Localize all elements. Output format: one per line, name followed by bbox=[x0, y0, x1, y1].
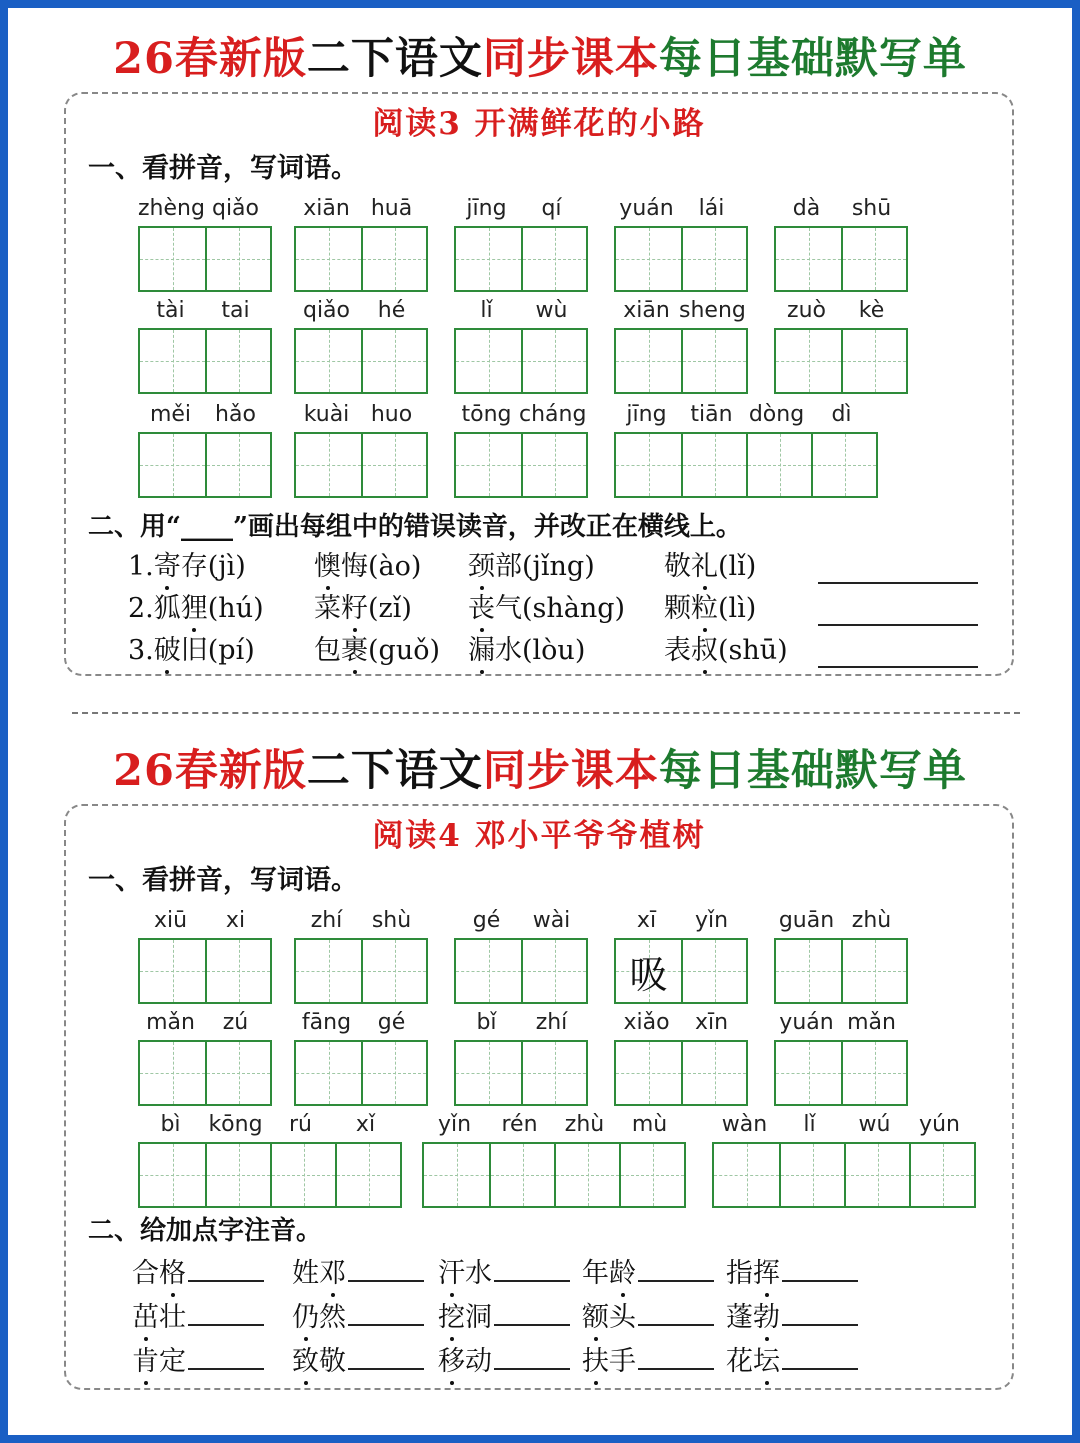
annotate-word bbox=[726, 1344, 858, 1379]
pinyin-label: huā bbox=[370, 196, 413, 221]
pinyin-label: yǐn bbox=[437, 1112, 472, 1137]
tianzige-cell[interactable] bbox=[681, 330, 746, 392]
pinyin-label: tài bbox=[156, 298, 185, 323]
answer-blank[interactable] bbox=[638, 1256, 714, 1282]
title-part-subject: 二下语文 bbox=[306, 746, 483, 796]
tianzige-cell[interactable] bbox=[521, 330, 586, 392]
pinyin-label: mù bbox=[631, 1112, 668, 1137]
pinyin-label: qiǎo bbox=[211, 196, 260, 221]
tianzige-box-group bbox=[454, 328, 588, 394]
annotate-word bbox=[132, 1300, 264, 1335]
answer-blank[interactable] bbox=[782, 1344, 858, 1370]
section-heading-pronunciation: 二、用“____”画出每组中的错误读音，并改正在横线上。 bbox=[88, 512, 742, 542]
tianzige-cell[interactable] bbox=[140, 228, 205, 290]
tianzige-box-group bbox=[774, 226, 908, 292]
pinyin-label: wàn bbox=[721, 1112, 768, 1137]
tianzige-cell[interactable] bbox=[554, 1144, 619, 1206]
tianzige-cell[interactable] bbox=[456, 1042, 521, 1104]
tianzige-box-group bbox=[614, 1040, 748, 1106]
tianzige-cell[interactable] bbox=[205, 1042, 270, 1104]
word-reading: (lì) bbox=[718, 593, 757, 624]
answer-blank[interactable] bbox=[494, 1344, 570, 1370]
tianzige-cell[interactable] bbox=[681, 228, 746, 290]
pinyin-label: yuán bbox=[619, 196, 674, 221]
pinyin-label: wù bbox=[535, 298, 568, 323]
annotate-word bbox=[292, 1256, 424, 1291]
tianzige-box-group bbox=[138, 226, 272, 292]
tianzige-cell[interactable] bbox=[296, 228, 361, 290]
tianzige-box-group bbox=[138, 1142, 402, 1208]
pinyin-label: guān bbox=[778, 908, 835, 933]
pinyin-label: qiǎo bbox=[302, 298, 351, 323]
pinyin-label: bǐ bbox=[476, 1010, 497, 1035]
word-char: 花 bbox=[726, 1346, 753, 1377]
tianzige-cell[interactable] bbox=[296, 330, 361, 392]
dotted-character: 狸 bbox=[180, 593, 208, 624]
title-part-textbook: 同步课本 bbox=[482, 746, 659, 796]
dotted-character: 仍 bbox=[292, 1302, 319, 1333]
pinyin-label: shū bbox=[851, 196, 892, 221]
pinyin-label: zhù bbox=[851, 908, 892, 933]
word-char: 头 bbox=[609, 1302, 636, 1333]
pinyin-label: mǎn bbox=[847, 1010, 896, 1035]
tianzige-cell[interactable] bbox=[616, 1042, 681, 1104]
dotted-character: 寄 bbox=[153, 551, 181, 582]
pinyin-label: dòng bbox=[748, 402, 805, 427]
dotted-character: 汗 bbox=[438, 1258, 465, 1289]
pronunciation-item bbox=[314, 550, 421, 584]
word-char: 壮 bbox=[159, 1302, 186, 1333]
word-reading: (lǐ) bbox=[718, 551, 757, 582]
word-char: 姓 bbox=[292, 1258, 319, 1289]
title-part-dictation: 每日基础默写单 bbox=[658, 746, 967, 796]
tianzige-cell[interactable] bbox=[681, 1042, 746, 1104]
word-char: 洞 bbox=[465, 1302, 492, 1333]
answer-blank[interactable] bbox=[638, 1300, 714, 1326]
tianzige-box-group bbox=[614, 328, 748, 394]
tianzige-cell[interactable] bbox=[521, 1042, 586, 1104]
word-reading: (zǐ) bbox=[368, 593, 412, 624]
tianzige-cell[interactable] bbox=[616, 940, 681, 1002]
dotted-character: 额 bbox=[582, 1302, 609, 1333]
tianzige-cell[interactable] bbox=[844, 1144, 909, 1206]
tianzige-cell[interactable] bbox=[909, 1144, 974, 1206]
dotted-character: 粒 bbox=[691, 593, 718, 624]
answer-blank[interactable] bbox=[188, 1300, 264, 1326]
tianzige-cell[interactable] bbox=[140, 330, 205, 392]
pinyin-label: tōng bbox=[461, 402, 512, 427]
word-reading: (guǒ) bbox=[368, 635, 440, 666]
dotted-character: 裹 bbox=[341, 635, 368, 666]
pinyin-label: xiǎo bbox=[623, 1010, 670, 1035]
dotted-character: 肯 bbox=[132, 1346, 159, 1377]
pinyin-label: xī bbox=[636, 908, 657, 933]
word-char: 年 bbox=[582, 1258, 609, 1289]
tianzige-cell[interactable] bbox=[361, 434, 426, 496]
title-part-textbook: 同步课本 bbox=[482, 34, 659, 84]
tianzige-cell[interactable] bbox=[521, 940, 586, 1002]
pinyin-label: hé bbox=[377, 298, 406, 323]
word-char: 表 bbox=[664, 635, 691, 666]
annotate-word bbox=[438, 1344, 570, 1379]
pinyin-label: rú bbox=[289, 1112, 312, 1137]
answer-blank[interactable] bbox=[494, 1300, 570, 1326]
question-number: 3. bbox=[128, 635, 154, 666]
pinyin-label: wú bbox=[858, 1112, 891, 1137]
answer-blank[interactable] bbox=[188, 1256, 264, 1282]
title-part-edition: 26春新版 bbox=[113, 746, 307, 796]
word-reading: (shū) bbox=[718, 635, 788, 666]
pronunciation-item bbox=[664, 634, 788, 668]
pinyin-label: bì bbox=[160, 1112, 181, 1137]
tianzige-cell[interactable] bbox=[616, 434, 681, 496]
annotate-word bbox=[582, 1256, 714, 1291]
tianzige-cell[interactable] bbox=[296, 434, 361, 496]
tianzige-box-group bbox=[774, 938, 908, 1004]
dotted-character: 龄 bbox=[609, 1258, 636, 1289]
tianzige-box-group bbox=[294, 938, 428, 1004]
pinyin-label: xi bbox=[225, 908, 246, 933]
pinyin-label: kè bbox=[858, 298, 885, 323]
pronunciation-item bbox=[128, 592, 264, 626]
sheet-card-1 bbox=[64, 92, 1014, 676]
answer-line[interactable] bbox=[818, 666, 978, 668]
title-part-subject: 二下语文 bbox=[306, 34, 483, 84]
tianzige-cell[interactable] bbox=[270, 1144, 335, 1206]
tianzige-cell[interactable] bbox=[489, 1144, 554, 1206]
dotted-character: 颈 bbox=[468, 551, 495, 582]
dotted-character: 邓 bbox=[319, 1258, 346, 1289]
word-char: 然 bbox=[319, 1302, 346, 1333]
lesson-subtitle: 阅读3 开满鲜花的小路 bbox=[372, 106, 706, 142]
tianzige-box-group bbox=[294, 432, 428, 498]
tianzige-box-group bbox=[138, 1040, 272, 1106]
pinyin-label: dà bbox=[792, 196, 821, 221]
answer-blank[interactable] bbox=[494, 1256, 570, 1282]
pronunciation-item bbox=[314, 634, 440, 668]
tianzige-cell[interactable] bbox=[776, 940, 841, 1002]
pinyin-label: lái bbox=[698, 196, 725, 221]
dotted-character: 勃 bbox=[753, 1302, 780, 1333]
word-char: 定 bbox=[159, 1346, 186, 1377]
annotate-word bbox=[438, 1256, 570, 1291]
pinyin-label: mǎn bbox=[146, 1010, 195, 1035]
dotted-character: 挥 bbox=[753, 1258, 780, 1289]
tianzige-cell[interactable] bbox=[205, 434, 270, 496]
annotate-word bbox=[292, 1300, 424, 1335]
pinyin-label: měi bbox=[149, 402, 192, 427]
pinyin-label: zhù bbox=[564, 1112, 605, 1137]
tianzige-box-group bbox=[294, 1040, 428, 1106]
pinyin-label: tiān bbox=[690, 402, 733, 427]
lesson-subtitle: 阅读4 邓小平爷爷植树 bbox=[372, 818, 706, 854]
pinyin-label: hǎo bbox=[215, 402, 256, 427]
word-reading: (hú) bbox=[207, 593, 264, 624]
tianzige-box-group bbox=[712, 1142, 976, 1208]
pinyin-label: wài bbox=[532, 908, 571, 933]
answer-blank[interactable] bbox=[188, 1344, 264, 1370]
tianzige-cell[interactable] bbox=[456, 940, 521, 1002]
dotted-character: 茁 bbox=[132, 1302, 159, 1333]
pinyin-label: gé bbox=[472, 908, 501, 933]
pinyin-label: fāng bbox=[301, 1010, 352, 1035]
pinyin-label: jīng bbox=[626, 402, 667, 427]
pinyin-label: rén bbox=[501, 1112, 538, 1137]
dotted-character: 懊 bbox=[314, 551, 341, 582]
pinyin-label: lǐ bbox=[803, 1112, 816, 1137]
tianzige-cell[interactable] bbox=[361, 1042, 426, 1104]
worksheet-title bbox=[8, 32, 1072, 86]
annotate-word bbox=[726, 1300, 858, 1335]
pronunciation-item bbox=[314, 592, 412, 626]
dotted-character: 移 bbox=[438, 1346, 465, 1377]
sheet-card-2 bbox=[64, 804, 1014, 1390]
answer-blank[interactable] bbox=[348, 1256, 424, 1282]
answer-blank[interactable] bbox=[782, 1300, 858, 1326]
pinyin-label: xīn bbox=[694, 1010, 729, 1035]
pinyin-label: tai bbox=[221, 298, 250, 323]
dotted-character: 破 bbox=[153, 635, 181, 666]
tianzige-cell[interactable] bbox=[681, 940, 746, 1002]
tianzige-cell[interactable] bbox=[746, 434, 811, 496]
annotate-word bbox=[726, 1256, 858, 1291]
tianzige-box-group bbox=[294, 328, 428, 394]
pinyin-label: shù bbox=[371, 908, 412, 933]
pronunciation-item bbox=[664, 592, 756, 626]
pinyin-label: zuò bbox=[787, 298, 826, 323]
tianzige-cell[interactable] bbox=[714, 1144, 779, 1206]
word-char: 手 bbox=[609, 1346, 636, 1377]
tianzige-box-group bbox=[454, 432, 588, 498]
tianzige-cell[interactable] bbox=[424, 1144, 489, 1206]
pinyin-label: qí bbox=[541, 196, 562, 221]
word-char: 颗 bbox=[664, 593, 691, 624]
tianzige-cell[interactable] bbox=[140, 1042, 205, 1104]
word-char: 合 bbox=[132, 1258, 159, 1289]
dotted-character: 致 bbox=[292, 1346, 319, 1377]
answer-blank[interactable] bbox=[782, 1256, 858, 1282]
dotted-character: 籽 bbox=[341, 593, 368, 624]
title-part-edition: 26春新版 bbox=[113, 34, 307, 84]
pinyin-label: dì bbox=[831, 402, 852, 427]
word-reading: 气(shàng) bbox=[495, 593, 626, 624]
annotate-word bbox=[438, 1300, 570, 1335]
dotted-character: 格 bbox=[159, 1258, 186, 1289]
word-char: 菜 bbox=[314, 593, 341, 624]
title-part-dictation: 每日基础默写单 bbox=[658, 34, 967, 84]
pinyin-label: lǐ bbox=[480, 298, 493, 323]
word-char: 敬 bbox=[664, 551, 691, 582]
word-char: 动 bbox=[465, 1346, 492, 1377]
pinyin-label: gé bbox=[377, 1010, 406, 1035]
tianzige-box-group bbox=[454, 938, 588, 1004]
answer-line[interactable] bbox=[818, 582, 978, 584]
word-char: 指 bbox=[726, 1258, 753, 1289]
dotted-character: 礼 bbox=[691, 551, 718, 582]
tianzige-cell[interactable] bbox=[841, 330, 906, 392]
tianzige-cell[interactable] bbox=[205, 228, 270, 290]
pronunciation-item bbox=[468, 592, 625, 626]
tianzige-cell[interactable] bbox=[361, 228, 426, 290]
tianzige-cell[interactable] bbox=[205, 940, 270, 1002]
tianzige-cell[interactable] bbox=[811, 434, 876, 496]
annotate-word bbox=[132, 1256, 264, 1291]
word-char: 包 bbox=[314, 635, 341, 666]
tianzige-cell[interactable] bbox=[841, 940, 906, 1002]
dotted-character: 坛 bbox=[753, 1346, 780, 1377]
annotate-word bbox=[582, 1300, 714, 1335]
dotted-character: 扶 bbox=[582, 1346, 609, 1377]
tianzige-box-group bbox=[614, 938, 748, 1004]
tianzige-cell[interactable] bbox=[456, 330, 521, 392]
tianzige-box-group bbox=[774, 328, 908, 394]
tianzige-cell[interactable] bbox=[456, 434, 521, 496]
pronunciation-item bbox=[468, 550, 595, 584]
worksheet-title bbox=[8, 744, 1072, 798]
annotate-word bbox=[582, 1344, 714, 1379]
tianzige-box-group bbox=[138, 328, 272, 394]
tianzige-box-group bbox=[454, 1040, 588, 1106]
tianzige-box-group bbox=[422, 1142, 686, 1208]
tianzige-cell[interactable] bbox=[361, 940, 426, 1002]
tianzige-cell[interactable] bbox=[361, 330, 426, 392]
tianzige-cell[interactable] bbox=[776, 1042, 841, 1104]
tianzige-cell[interactable] bbox=[841, 228, 906, 290]
tianzige-cell[interactable] bbox=[616, 228, 681, 290]
pinyin-label: xǐ bbox=[355, 1112, 376, 1137]
question-number: 1. bbox=[128, 551, 154, 582]
pinyin-label: xiān bbox=[623, 298, 670, 323]
tianzige-cell[interactable] bbox=[619, 1144, 684, 1206]
annotate-word bbox=[132, 1344, 264, 1379]
tianzige-cell[interactable] bbox=[335, 1144, 400, 1206]
annotate-word bbox=[292, 1344, 424, 1379]
word-char: 敬 bbox=[319, 1346, 346, 1377]
pinyin-label: xiū bbox=[153, 908, 188, 933]
tianzige-cell[interactable] bbox=[521, 434, 586, 496]
answer-blank[interactable] bbox=[348, 1300, 424, 1326]
pinyin-label: kuài bbox=[303, 402, 350, 427]
tianzige-cell[interactable] bbox=[205, 330, 270, 392]
pinyin-label: zhí bbox=[535, 1010, 568, 1035]
tianzige-box-group bbox=[614, 226, 748, 292]
pinyin-label: yuán bbox=[779, 1010, 834, 1035]
pinyin-label: huo bbox=[370, 402, 413, 427]
tianzige-box-group bbox=[774, 1040, 908, 1106]
dotted-character: 挖 bbox=[438, 1302, 465, 1333]
word-reading: 存(jì) bbox=[180, 551, 246, 582]
tianzige-cell[interactable] bbox=[776, 330, 841, 392]
tianzige-cell[interactable] bbox=[140, 1144, 205, 1206]
tianzige-cell[interactable] bbox=[779, 1144, 844, 1206]
pinyin-label: yún bbox=[919, 1112, 960, 1137]
tianzige-cell[interactable] bbox=[841, 1042, 906, 1104]
section-heading-pinyin: 一、看拼音，写词语。 bbox=[88, 865, 358, 896]
answer-blank[interactable] bbox=[638, 1344, 714, 1370]
tianzige-cell[interactable] bbox=[616, 330, 681, 392]
pinyin-label: zhèng bbox=[138, 196, 205, 221]
dotted-character: 丧 bbox=[468, 593, 495, 624]
answer-line[interactable] bbox=[818, 624, 978, 626]
sheet-divider bbox=[72, 712, 1020, 714]
word-reading: 部(jǐng) bbox=[495, 551, 595, 582]
tianzige-box-group bbox=[294, 226, 428, 292]
tianzige-cell[interactable] bbox=[456, 228, 521, 290]
dotted-character: 漏 bbox=[468, 635, 495, 666]
tianzige-box-group bbox=[454, 226, 588, 292]
section-heading-pinyin: 一、看拼音，写词语。 bbox=[88, 153, 358, 184]
answer-blank[interactable] bbox=[348, 1344, 424, 1370]
pronunciation-item bbox=[128, 634, 255, 668]
dotted-character: 叔 bbox=[691, 635, 718, 666]
word-reading: 旧(pí) bbox=[180, 635, 255, 666]
question-number: 2. bbox=[128, 593, 154, 624]
section-heading-annotate: 二、给加点字注音。 bbox=[88, 1216, 323, 1246]
pinyin-label: zhí bbox=[310, 908, 343, 933]
word-char: 蓬 bbox=[726, 1302, 753, 1333]
pinyin-label: sheng bbox=[679, 298, 746, 323]
pinyin-label: jīng bbox=[466, 196, 507, 221]
pronunciation-item bbox=[664, 550, 756, 584]
pinyin-label: zú bbox=[222, 1010, 249, 1035]
tianzige-box-group bbox=[614, 432, 878, 498]
pronunciation-item bbox=[128, 550, 246, 584]
word-reading: 悔(ào) bbox=[341, 551, 422, 582]
pinyin-label: kōng bbox=[208, 1112, 263, 1137]
pinyin-label: yǐn bbox=[694, 908, 729, 933]
tianzige-cell[interactable] bbox=[776, 228, 841, 290]
tianzige-cell[interactable] bbox=[521, 228, 586, 290]
tianzige-cell[interactable] bbox=[205, 1144, 270, 1206]
word-char: 狐 bbox=[153, 593, 181, 624]
pinyin-label: xiān bbox=[303, 196, 350, 221]
tianzige-cell[interactable] bbox=[296, 940, 361, 1002]
word-char: 水 bbox=[465, 1258, 492, 1289]
pinyin-label: cháng bbox=[519, 402, 587, 427]
word-reading: 水(lòu) bbox=[495, 635, 586, 666]
tianzige-cell[interactable] bbox=[140, 434, 205, 496]
tianzige-box-group bbox=[138, 432, 272, 498]
tianzige-cell[interactable] bbox=[296, 1042, 361, 1104]
tianzige-box-group bbox=[138, 938, 272, 1004]
tianzige-cell[interactable] bbox=[681, 434, 746, 496]
tianzige-cell[interactable] bbox=[140, 940, 205, 1002]
written-character: 吸 bbox=[629, 952, 668, 997]
pronunciation-item bbox=[468, 634, 585, 668]
